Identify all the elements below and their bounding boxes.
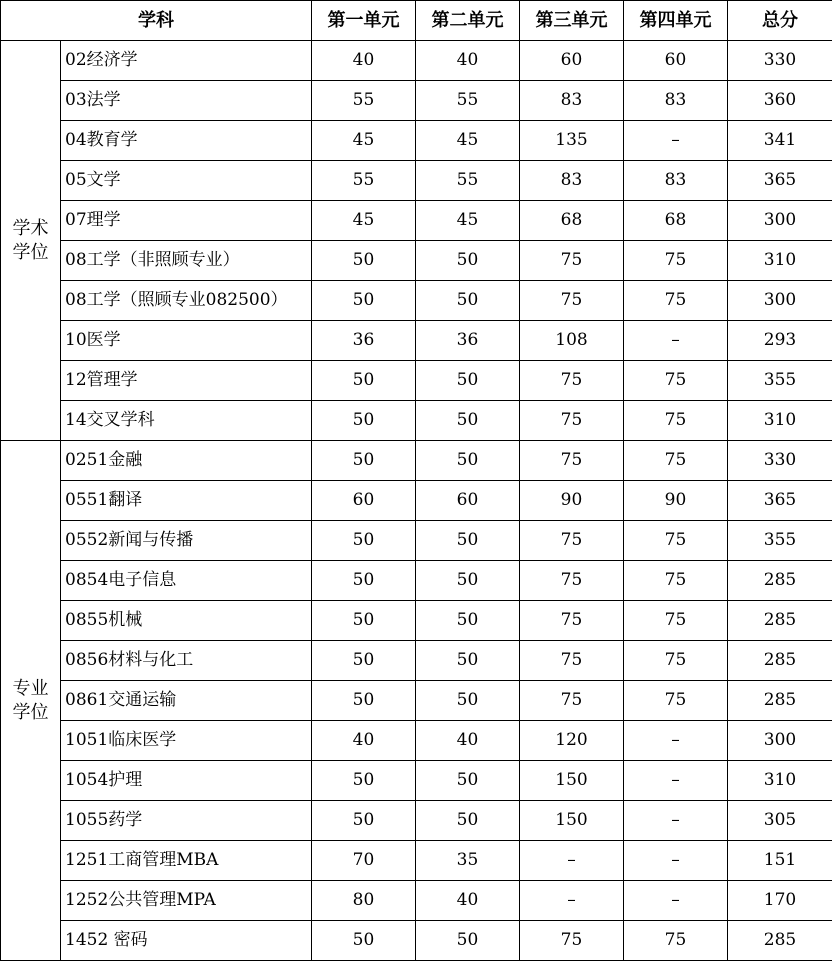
unit1-score-cell: 40 <box>312 721 416 761</box>
subject-cell: 05文学 <box>61 161 312 201</box>
total-score-cell: 293 <box>728 321 832 361</box>
total-score-cell: 341 <box>728 121 832 161</box>
unit3-score-cell: 75 <box>520 601 624 641</box>
subject-cell: 0856材料与化工 <box>61 641 312 681</box>
total-score-cell: 355 <box>728 361 832 401</box>
unit2-score-cell: 50 <box>416 601 520 641</box>
subject-cell: 1055药学 <box>61 801 312 841</box>
total-score-cell: 330 <box>728 41 832 81</box>
subject-cell: 07理学 <box>61 201 312 241</box>
header-unit1: 第一单元 <box>312 1 416 41</box>
subject-cell: 04教育学 <box>61 121 312 161</box>
subject-cell: 0251金融 <box>61 441 312 481</box>
unit4-score-cell: – <box>624 321 728 361</box>
unit2-score-cell: 50 <box>416 921 520 961</box>
unit2-score-cell: 40 <box>416 721 520 761</box>
unit1-score-cell: 50 <box>312 241 416 281</box>
subject-cell: 0552新闻与传播 <box>61 521 312 561</box>
subject-cell: 03法学 <box>61 81 312 121</box>
table-row <box>1 601 832 641</box>
subject-cell: 1251工商管理MBA <box>61 841 312 881</box>
table-row <box>1 481 832 521</box>
unit4-score-cell: 90 <box>624 481 728 521</box>
unit2-score-cell: 35 <box>416 841 520 881</box>
unit3-score-cell: 75 <box>520 521 624 561</box>
unit4-score-cell: 75 <box>624 361 728 401</box>
table-body <box>1 41 832 961</box>
table-row <box>1 721 832 761</box>
header-subject: 学科 <box>1 1 312 41</box>
subject-cell: 0854电子信息 <box>61 561 312 601</box>
table-row <box>1 441 832 481</box>
unit3-score-cell: 75 <box>520 641 624 681</box>
unit3-score-cell: 150 <box>520 761 624 801</box>
table-row <box>1 361 832 401</box>
total-score-cell: 285 <box>728 561 832 601</box>
unit3-score-cell: 120 <box>520 721 624 761</box>
unit3-score-cell: 75 <box>520 921 624 961</box>
unit3-score-cell: 68 <box>520 201 624 241</box>
unit1-score-cell: 55 <box>312 161 416 201</box>
unit4-score-cell: 75 <box>624 921 728 961</box>
unit3-score-cell: 90 <box>520 481 624 521</box>
subject-cell: 0861交通运输 <box>61 681 312 721</box>
unit2-score-cell: 50 <box>416 641 520 681</box>
unit2-score-cell: 50 <box>416 401 520 441</box>
subject-cell: 0551翻译 <box>61 481 312 521</box>
total-score-cell: 151 <box>728 841 832 881</box>
unit3-score-cell: 75 <box>520 241 624 281</box>
unit2-score-cell: 50 <box>416 561 520 601</box>
unit3-score-cell: 75 <box>520 441 624 481</box>
total-score-cell: 300 <box>728 721 832 761</box>
total-score-cell: 300 <box>728 201 832 241</box>
subject-cell: 12管理学 <box>61 361 312 401</box>
unit4-score-cell: – <box>624 801 728 841</box>
unit3-score-cell: 75 <box>520 281 624 321</box>
unit1-score-cell: 50 <box>312 801 416 841</box>
total-score-cell: 285 <box>728 641 832 681</box>
unit2-score-cell: 50 <box>416 241 520 281</box>
unit4-score-cell: 75 <box>624 601 728 641</box>
unit1-score-cell: 50 <box>312 641 416 681</box>
degree-type-label-line1: 学术 <box>12 217 49 239</box>
unit1-score-cell: 50 <box>312 921 416 961</box>
table-row <box>1 921 832 961</box>
table-row <box>1 321 832 361</box>
unit4-score-cell: 83 <box>624 81 728 121</box>
unit1-score-cell: 60 <box>312 481 416 521</box>
unit1-score-cell: 50 <box>312 601 416 641</box>
table-row <box>1 121 832 161</box>
unit1-score-cell: 36 <box>312 321 416 361</box>
total-score-cell: 170 <box>728 881 832 921</box>
unit4-score-cell: – <box>624 841 728 881</box>
unit2-score-cell: 55 <box>416 161 520 201</box>
unit1-score-cell: 45 <box>312 121 416 161</box>
total-score-cell: 310 <box>728 241 832 281</box>
table-row <box>1 761 832 801</box>
unit3-score-cell: – <box>520 841 624 881</box>
table-row <box>1 681 832 721</box>
table-row <box>1 801 832 841</box>
unit1-score-cell: 50 <box>312 681 416 721</box>
total-score-cell: 310 <box>728 401 832 441</box>
unit1-score-cell: 45 <box>312 201 416 241</box>
unit3-score-cell: 75 <box>520 401 624 441</box>
unit1-score-cell: 50 <box>312 441 416 481</box>
subject-cell: 08工学（非照顾专业） <box>61 241 312 281</box>
degree-type-label-line2: 学位 <box>12 241 49 263</box>
unit2-score-cell: 50 <box>416 521 520 561</box>
degree-type-label-line2: 学位 <box>12 701 49 723</box>
table-row <box>1 401 832 441</box>
unit1-score-cell: 50 <box>312 401 416 441</box>
unit2-score-cell: 60 <box>416 481 520 521</box>
unit2-score-cell: 40 <box>416 881 520 921</box>
subject-cell: 02经济学 <box>61 41 312 81</box>
unit3-score-cell: 150 <box>520 801 624 841</box>
total-score-cell: 305 <box>728 801 832 841</box>
unit4-score-cell: 75 <box>624 281 728 321</box>
degree-type-label-line1: 专业 <box>12 677 49 699</box>
unit3-score-cell: 75 <box>520 361 624 401</box>
unit4-score-cell: 75 <box>624 681 728 721</box>
header-unit3: 第三单元 <box>520 1 624 41</box>
unit3-score-cell: 83 <box>520 81 624 121</box>
table-row <box>1 841 832 881</box>
unit2-score-cell: 50 <box>416 441 520 481</box>
subject-cell: 14交叉学科 <box>61 401 312 441</box>
unit4-score-cell: – <box>624 721 728 761</box>
unit3-score-cell: 83 <box>520 161 624 201</box>
subject-cell: 10医学 <box>61 321 312 361</box>
unit3-score-cell: 75 <box>520 681 624 721</box>
unit1-score-cell: 50 <box>312 561 416 601</box>
degree-type-label <box>1 441 61 961</box>
unit2-score-cell: 45 <box>416 201 520 241</box>
table-row <box>1 641 832 681</box>
unit4-score-cell: 60 <box>624 41 728 81</box>
unit2-score-cell: 50 <box>416 761 520 801</box>
unit4-score-cell: 75 <box>624 561 728 601</box>
header-total: 总分 <box>728 1 832 41</box>
unit3-score-cell: – <box>520 881 624 921</box>
subject-cell: 08工学（照顾专业082500） <box>61 281 312 321</box>
unit4-score-cell: 75 <box>624 521 728 561</box>
unit1-score-cell: 50 <box>312 521 416 561</box>
unit1-score-cell: 80 <box>312 881 416 921</box>
header-unit4: 第四单元 <box>624 1 728 41</box>
unit1-score-cell: 50 <box>312 361 416 401</box>
subject-cell: 1452 密码 <box>61 921 312 961</box>
unit4-score-cell: – <box>624 121 728 161</box>
degree-type-label <box>1 41 61 441</box>
unit3-score-cell: 60 <box>520 41 624 81</box>
unit2-score-cell: 40 <box>416 41 520 81</box>
unit3-score-cell: 108 <box>520 321 624 361</box>
table-row <box>1 161 832 201</box>
unit4-score-cell: 68 <box>624 201 728 241</box>
total-score-cell: 285 <box>728 601 832 641</box>
unit3-score-cell: 75 <box>520 561 624 601</box>
unit2-score-cell: 50 <box>416 801 520 841</box>
table-row <box>1 281 832 321</box>
unit2-score-cell: 50 <box>416 281 520 321</box>
table-row <box>1 561 832 601</box>
total-score-cell: 360 <box>728 81 832 121</box>
unit4-score-cell: 75 <box>624 441 728 481</box>
table-row <box>1 81 832 121</box>
unit1-score-cell: 70 <box>312 841 416 881</box>
total-score-cell: 365 <box>728 161 832 201</box>
unit4-score-cell: 83 <box>624 161 728 201</box>
table-row <box>1 241 832 281</box>
unit4-score-cell: 75 <box>624 401 728 441</box>
unit2-score-cell: 45 <box>416 121 520 161</box>
unit4-score-cell: 75 <box>624 641 728 681</box>
unit1-score-cell: 55 <box>312 81 416 121</box>
total-score-cell: 285 <box>728 681 832 721</box>
unit2-score-cell: 50 <box>416 361 520 401</box>
total-score-cell: 355 <box>728 521 832 561</box>
unit2-score-cell: 55 <box>416 81 520 121</box>
unit2-score-cell: 50 <box>416 681 520 721</box>
unit1-score-cell: 50 <box>312 761 416 801</box>
total-score-cell: 285 <box>728 921 832 961</box>
unit4-score-cell: 75 <box>624 241 728 281</box>
unit4-score-cell: – <box>624 881 728 921</box>
unit4-score-cell: – <box>624 761 728 801</box>
table-row <box>1 521 832 561</box>
unit1-score-cell: 40 <box>312 41 416 81</box>
total-score-cell: 300 <box>728 281 832 321</box>
total-score-cell: 330 <box>728 441 832 481</box>
header-unit2: 第二单元 <box>416 1 520 41</box>
unit1-score-cell: 50 <box>312 281 416 321</box>
header-row <box>1 1 832 41</box>
unit2-score-cell: 36 <box>416 321 520 361</box>
subject-cell: 1051临床医学 <box>61 721 312 761</box>
table-row <box>1 201 832 241</box>
subject-cell: 1054护理 <box>61 761 312 801</box>
total-score-cell: 310 <box>728 761 832 801</box>
table-row <box>1 41 832 81</box>
total-score-cell: 365 <box>728 481 832 521</box>
unit3-score-cell: 135 <box>520 121 624 161</box>
table-row <box>1 881 832 921</box>
subject-cell: 0855机械 <box>61 601 312 641</box>
subject-cell: 1252公共管理MPA <box>61 881 312 921</box>
